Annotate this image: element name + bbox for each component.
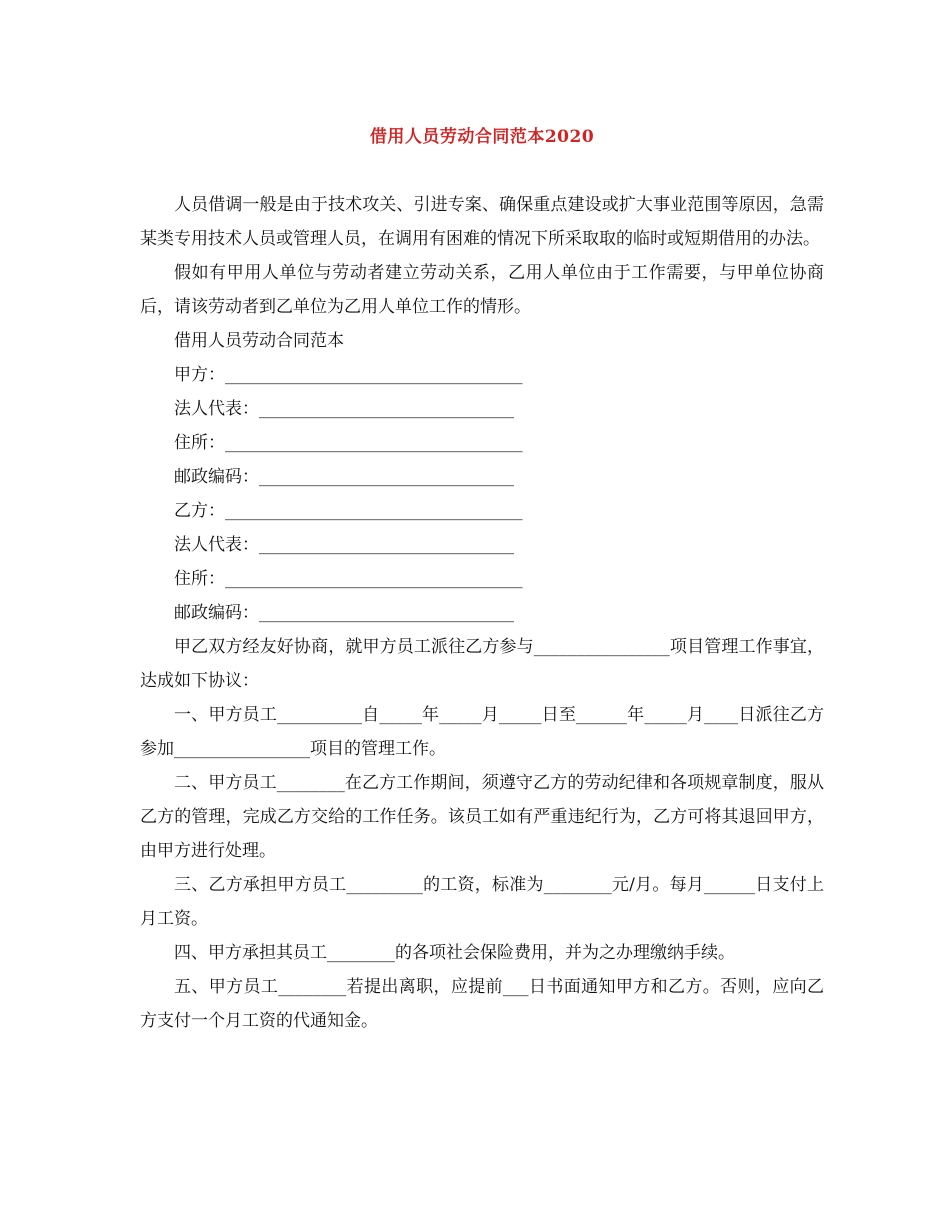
intro-paragraph-1: 人员借调一般是由于技术攻关、引进专案、确保重点建设或扩大事业范围等原因，急需某类专用技术人员或管理人员，在调用有困难的情况下所采取取的临时或短期借用的办法。	[140, 195, 824, 249]
form-field-party-a: 甲方：___________________________________	[174, 365, 523, 385]
clause-preamble: 甲乙双方经友好协商，就甲方员工派往乙方参与________________项目管理工作事宜，达成如下协议：	[140, 637, 824, 691]
form-field-party-a-address: 住所：___________________________________	[174, 433, 523, 453]
clause-3: 三、乙方承担甲方员工_________的工资，标准为________元/月。每月______日支付上月工资。	[140, 875, 824, 929]
contract-heading: 借用人员劳动合同范本	[174, 331, 344, 351]
intro-paragraph-2: 假如有甲用人单位与劳动者建立劳动关系，乙用人单位由于工作需要，与甲单位协商后，请该劳动者到乙单位为乙用人单位工作的情形。	[140, 263, 824, 317]
document-title: 借用人员劳动合同范本2020	[369, 127, 595, 147]
form-field-party-b-address: 住所：___________________________________	[174, 569, 523, 589]
form-field-party-b: 乙方：___________________________________	[174, 501, 523, 521]
clause-2: 二、甲方员工________在乙方工作期间，须遵守乙方的劳动纪律和各项规章制度，服从乙方的管理，完成乙方交给的工作任务。该员工如有严重违纪行为，乙方可将其退回甲方，由甲方进行处理。	[140, 773, 824, 861]
clause-4: 四、甲方承担其员工________的各项社会保险费用，并为之办理缴纳手续。	[174, 943, 735, 963]
clause-1: 一、甲方员工__________自_____年_____月_____日至______年_____月____日派往乙方参加________________项目的管理工作。	[140, 705, 824, 759]
clause-5: 五、甲方员工________若提出离职，应提前___日书面通知甲方和乙方。否则，应向乙方支付一个月工资的代通知金。	[140, 977, 824, 1031]
document-body	[140, 188, 824, 1038]
form-field-party-b-legal-rep: 法人代表：______________________________	[174, 535, 514, 555]
form-field-party-b-postcode: 邮政编码：______________________________	[174, 603, 514, 623]
form-field-party-a-postcode: 邮政编码：______________________________	[174, 467, 514, 487]
form-field-party-a-legal-rep: 法人代表：______________________________	[174, 399, 514, 419]
